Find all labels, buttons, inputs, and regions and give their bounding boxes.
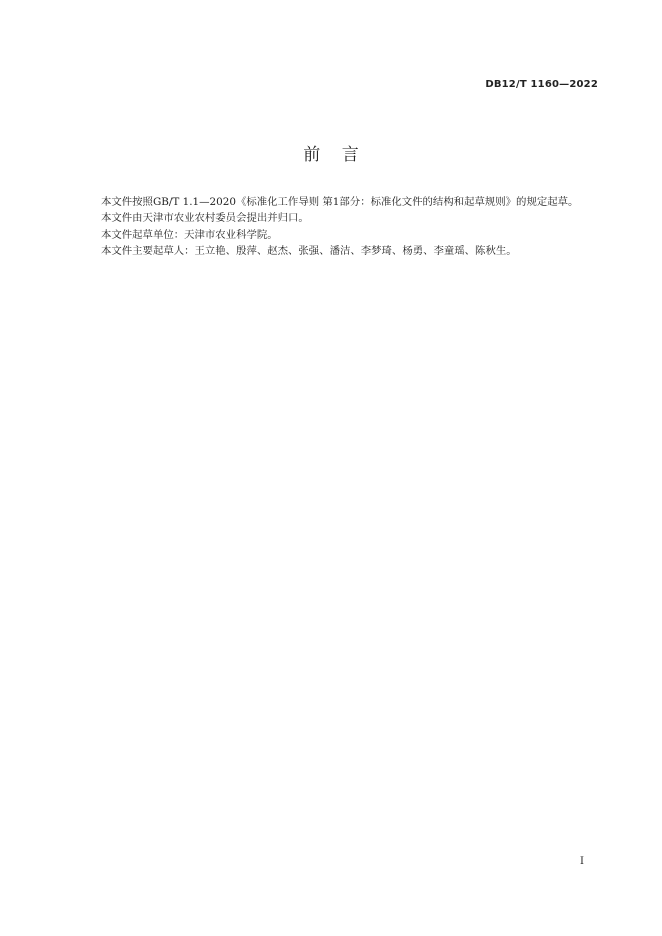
standard-code: DB12/T 1160—2022 [485,79,598,90]
paragraph-drafters: 本文件主要起草人：王立艳、殷萍、赵杰、张强、潘洁、李梦琦、杨勇、李童瑶、陈秋生。 [101,245,517,258]
paragraph-drafting-unit: 本文件起草单位：天津市农业科学院。 [101,228,278,241]
paragraph-proposer: 本文件由天津市农业农村委员会提出并归口。 [101,212,309,225]
foreword-body [80,194,600,260]
page-number: I [580,856,584,867]
page-title: 前 言 [303,145,359,165]
paragraph-drafting-rules: 本文件按照GB/T 1.1—2020《标准化工作导则 第1部分：标准化文件的结构和起草规则》的规定起草。 [101,196,579,208]
